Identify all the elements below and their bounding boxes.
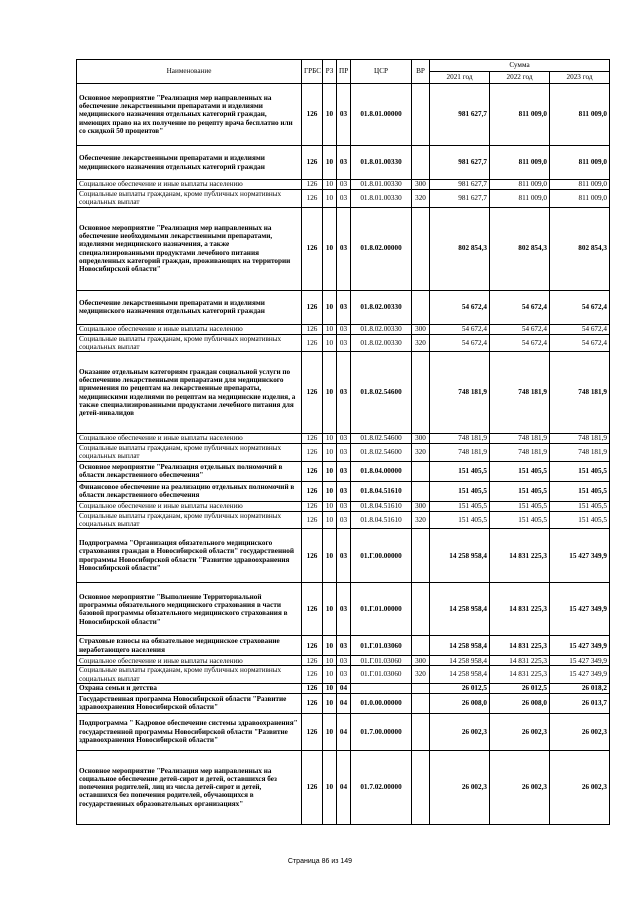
row-csr-cell: 01.8.02.00330 <box>351 324 412 334</box>
table-row <box>77 84 610 146</box>
row-amount-2021: 802 854,3 <box>430 207 490 290</box>
row-name-cell: Обеспечение лекарственными препаратами и изделиями медицинского назначения отдельных категорий граждан <box>77 290 302 324</box>
table-row <box>77 352 610 434</box>
row-rz-cell: 10 <box>323 481 337 501</box>
row-amount-2023: 26 002,3 <box>550 750 610 824</box>
row-amount-2023: 15 427 349,9 <box>550 636 610 656</box>
row-grbs-cell: 126 <box>302 146 323 180</box>
row-amount-2021: 151 405,5 <box>430 461 490 481</box>
row-grbs-cell: 126 <box>302 666 323 684</box>
row-name-cell: Основное мероприятие "Выполнение Территориальной программы обязательного медицинского страхования в части базовой программы обязательного медицинского страхования в Новосибирской области" <box>77 583 302 636</box>
row-amount-2023: 26 002,3 <box>550 713 610 750</box>
row-pr-cell: 04 <box>337 713 351 750</box>
row-csr-cell: 01.8.04.00000 <box>351 461 412 481</box>
row-rz-cell: 10 <box>323 461 337 481</box>
row-amount-2021: 981 627,7 <box>430 146 490 180</box>
row-amount-2021: 151 405,5 <box>430 481 490 501</box>
row-rz-cell: 10 <box>323 352 337 434</box>
table-row <box>77 207 610 290</box>
table-body <box>77 84 610 825</box>
row-grbs-cell: 126 <box>302 461 323 481</box>
row-csr-cell: 01.Г.01.03060 <box>351 666 412 684</box>
row-name-cell: Финансовое обеспечение на реализацию отдельных полномочий в области лекарственного обеспечения <box>77 481 302 501</box>
row-pr-cell: 03 <box>337 352 351 434</box>
table-row <box>77 481 610 501</box>
row-csr-cell: 01.7.00.00000 <box>351 713 412 750</box>
row-vr-cell <box>412 529 430 583</box>
table-row <box>77 334 610 352</box>
row-csr-cell: 01.Г.01.03060 <box>351 656 412 666</box>
row-pr-cell: 03 <box>337 529 351 583</box>
row-amount-2023: 15 427 349,9 <box>550 529 610 583</box>
row-csr-cell: 01.8.02.54600 <box>351 444 412 462</box>
row-amount-2022: 151 405,5 <box>490 511 550 529</box>
table-row <box>77 713 610 750</box>
row-amount-2023: 15 427 349,9 <box>550 666 610 684</box>
row-amount-2022: 811 009,0 <box>490 190 550 208</box>
row-amount-2022: 26 012,5 <box>490 683 550 693</box>
row-grbs-cell: 126 <box>302 683 323 693</box>
row-vr-cell <box>412 290 430 324</box>
page-footer: Страница 86 из 149 <box>287 858 353 865</box>
header-vr: ВР <box>412 60 430 84</box>
row-amount-2022: 54 672,4 <box>490 334 550 352</box>
row-vr-cell: 320 <box>412 444 430 462</box>
row-rz-cell: 10 <box>323 501 337 511</box>
row-name-cell: Оказание отдельным категориям граждан социальной услуги по обеспечению лекарственными препаратами для медицинского применения по рецептам на лекарственные препараты, медицинскими изделиями по рецептам на медицинские изделия, а также специализированными продуктами лечебного питания для детей-инвалидов <box>77 352 302 434</box>
row-csr-cell: 01.8.02.00330 <box>351 290 412 324</box>
row-amount-2021: 748 181,9 <box>430 352 490 434</box>
budget-table <box>76 59 610 825</box>
row-pr-cell: 03 <box>337 511 351 529</box>
row-csr-cell: 01.Г.01.00000 <box>351 583 412 636</box>
header-rz: РЗ <box>323 60 337 84</box>
table-row <box>77 511 610 529</box>
row-grbs-cell: 126 <box>302 713 323 750</box>
row-amount-2023: 15 427 349,9 <box>550 583 610 636</box>
row-amount-2021: 981 627,7 <box>430 190 490 208</box>
row-amount-2022: 151 405,5 <box>490 461 550 481</box>
row-amount-2023: 748 181,9 <box>550 434 610 444</box>
row-vr-cell <box>412 461 430 481</box>
row-amount-2022: 54 672,4 <box>490 324 550 334</box>
row-amount-2021: 54 672,4 <box>430 334 490 352</box>
row-csr-cell: 01.8.04.51610 <box>351 511 412 529</box>
row-pr-cell: 03 <box>337 666 351 684</box>
row-vr-cell: 300 <box>412 434 430 444</box>
row-amount-2021: 54 672,4 <box>430 290 490 324</box>
row-csr-cell: 01.Г.00.00000 <box>351 529 412 583</box>
row-pr-cell: 03 <box>337 180 351 190</box>
row-vr-cell <box>412 636 430 656</box>
row-vr-cell <box>412 84 430 146</box>
row-csr-cell: 01.0.00.00000 <box>351 693 412 713</box>
row-amount-2021: 151 405,5 <box>430 501 490 511</box>
row-pr-cell: 03 <box>337 146 351 180</box>
row-vr-cell: 320 <box>412 334 430 352</box>
row-rz-cell: 10 <box>323 693 337 713</box>
row-vr-cell: 300 <box>412 180 430 190</box>
row-csr-cell: 01.8.01.00330 <box>351 146 412 180</box>
table-row <box>77 501 610 511</box>
row-amount-2022: 26 002,3 <box>490 750 550 824</box>
row-rz-cell: 10 <box>323 444 337 462</box>
row-amount-2021: 26 008,0 <box>430 693 490 713</box>
row-name-cell: Социальные выплаты гражданам, кроме публичных нормативных социальных выплат <box>77 190 302 208</box>
row-rz-cell: 10 <box>323 84 337 146</box>
row-name-cell: Основное мероприятие "Реализация отдельных полномочий в области лекарственного обеспечения" <box>77 461 302 481</box>
row-pr-cell: 03 <box>337 636 351 656</box>
row-grbs-cell: 126 <box>302 693 323 713</box>
row-amount-2022: 811 009,0 <box>490 146 550 180</box>
row-amount-2023: 54 672,4 <box>550 334 610 352</box>
table-row <box>77 666 610 684</box>
table-row <box>77 434 610 444</box>
row-rz-cell: 10 <box>323 750 337 824</box>
table-row <box>77 636 610 656</box>
row-pr-cell: 03 <box>337 334 351 352</box>
table-row <box>77 656 610 666</box>
row-amount-2023: 54 672,4 <box>550 290 610 324</box>
row-amount-2021: 26 002,3 <box>430 750 490 824</box>
table-row <box>77 146 610 180</box>
row-rz-cell: 10 <box>323 434 337 444</box>
row-grbs-cell: 126 <box>302 352 323 434</box>
row-amount-2022: 54 672,4 <box>490 290 550 324</box>
row-rz-cell: 10 <box>323 324 337 334</box>
row-grbs-cell: 126 <box>302 190 323 208</box>
row-name-cell: Обеспечение лекарственными препаратами и изделиями медицинского назначения отдельных категорий граждан <box>77 146 302 180</box>
row-amount-2023: 811 009,0 <box>550 84 610 146</box>
row-csr-cell: 01.8.01.00330 <box>351 190 412 208</box>
row-amount-2023: 26 013,7 <box>550 693 610 713</box>
row-amount-2022: 14 831 225,3 <box>490 666 550 684</box>
row-pr-cell: 03 <box>337 501 351 511</box>
header-pr: ПР <box>337 60 351 84</box>
row-vr-cell: 300 <box>412 501 430 511</box>
row-amount-2022: 748 181,9 <box>490 434 550 444</box>
table-row <box>77 190 610 208</box>
table-row <box>77 324 610 334</box>
row-amount-2021: 14 258 958,4 <box>430 583 490 636</box>
table-row <box>77 529 610 583</box>
row-rz-cell: 10 <box>323 713 337 750</box>
row-amount-2023: 811 009,0 <box>550 190 610 208</box>
table-row <box>77 290 610 324</box>
row-grbs-cell: 126 <box>302 334 323 352</box>
row-amount-2021: 981 627,7 <box>430 180 490 190</box>
row-name-cell: Социальное обеспечение и иные выплаты населению <box>77 180 302 190</box>
row-grbs-cell: 126 <box>302 434 323 444</box>
header-year-2022: 2022 год <box>490 72 550 84</box>
row-grbs-cell: 126 <box>302 501 323 511</box>
table-row <box>77 693 610 713</box>
row-rz-cell: 10 <box>323 146 337 180</box>
header-sum: Сумма <box>430 60 610 72</box>
row-vr-cell: 320 <box>412 511 430 529</box>
row-amount-2023: 15 427 349,9 <box>550 656 610 666</box>
header-grbs: ГРБС <box>302 60 323 84</box>
row-amount-2021: 14 258 958,4 <box>430 666 490 684</box>
row-pr-cell: 03 <box>337 290 351 324</box>
row-amount-2022: 26 008,0 <box>490 693 550 713</box>
row-pr-cell: 03 <box>337 434 351 444</box>
row-vr-cell <box>412 146 430 180</box>
table-header <box>77 60 610 84</box>
row-amount-2022: 802 854,3 <box>490 207 550 290</box>
row-vr-cell <box>412 481 430 501</box>
row-amount-2023: 748 181,9 <box>550 352 610 434</box>
row-amount-2022: 151 405,5 <box>490 501 550 511</box>
row-amount-2022: 14 831 225,3 <box>490 636 550 656</box>
row-name-cell: Социальные выплаты гражданам, кроме публичных нормативных социальных выплат <box>77 666 302 684</box>
row-grbs-cell: 126 <box>302 84 323 146</box>
row-amount-2022: 14 831 225,3 <box>490 583 550 636</box>
row-rz-cell: 10 <box>323 583 337 636</box>
row-rz-cell: 10 <box>323 529 337 583</box>
row-csr-cell: 01.8.02.54600 <box>351 352 412 434</box>
row-grbs-cell: 126 <box>302 529 323 583</box>
row-pr-cell: 03 <box>337 444 351 462</box>
row-rz-cell: 10 <box>323 666 337 684</box>
row-vr-cell <box>412 713 430 750</box>
row-amount-2023: 151 405,5 <box>550 501 610 511</box>
row-amount-2023: 811 009,0 <box>550 146 610 180</box>
row-csr-cell: 01.8.04.51610 <box>351 501 412 511</box>
row-amount-2021: 14 258 958,4 <box>430 656 490 666</box>
row-amount-2022: 748 181,9 <box>490 352 550 434</box>
row-amount-2022: 26 002,3 <box>490 713 550 750</box>
row-amount-2023: 26 018,2 <box>550 683 610 693</box>
row-name-cell: Социальное обеспечение и иные выплаты населению <box>77 324 302 334</box>
row-name-cell: Социальные выплаты гражданам, кроме публичных нормативных социальных выплат <box>77 334 302 352</box>
row-vr-cell <box>412 207 430 290</box>
row-csr-cell: 01.8.01.00000 <box>351 84 412 146</box>
row-pr-cell: 04 <box>337 750 351 824</box>
row-csr-cell: 01.8.02.00330 <box>351 334 412 352</box>
row-rz-cell: 10 <box>323 511 337 529</box>
row-name-cell: Государственная программа Новосибирской области "Развитие здравоохранения Новосибирской области" <box>77 693 302 713</box>
header-year-2021: 2021 год <box>430 72 490 84</box>
row-vr-cell: 320 <box>412 666 430 684</box>
row-amount-2023: 151 405,5 <box>550 461 610 481</box>
row-name-cell: Страховые взносы на обязательное медицинское страхование неработающего населения <box>77 636 302 656</box>
header-year-2023: 2023 год <box>550 72 610 84</box>
row-vr-cell <box>412 693 430 713</box>
table-row <box>77 750 610 824</box>
row-grbs-cell: 126 <box>302 636 323 656</box>
row-pr-cell: 03 <box>337 656 351 666</box>
row-name-cell: Основное мероприятие "Реализация мер направленных на обеспечение лекарственными препаратами и изделиями медицинского назначения отдельных категорий граждан, имеющих право на их получение по рецепту врача бесплатно или со скидкой 50 процентов" <box>77 84 302 146</box>
row-csr-cell: 01.8.01.00330 <box>351 180 412 190</box>
row-pr-cell: 03 <box>337 84 351 146</box>
row-grbs-cell: 126 <box>302 444 323 462</box>
row-amount-2023: 151 405,5 <box>550 511 610 529</box>
row-amount-2022: 14 831 225,3 <box>490 529 550 583</box>
row-rz-cell: 10 <box>323 656 337 666</box>
row-rz-cell: 10 <box>323 683 337 693</box>
row-amount-2022: 14 831 225,3 <box>490 656 550 666</box>
table-row <box>77 683 610 693</box>
row-amount-2021: 54 672,4 <box>430 324 490 334</box>
row-grbs-cell: 126 <box>302 207 323 290</box>
row-name-cell: Основное мероприятие "Реализация мер направленных на социальное обеспечение детей-сирот и детей, оставшихся без попечения родителей, лиц из числа детей-сирот и детей, оставшихся без попечения родителей, обучающихся в государственных образовательных организациях" <box>77 750 302 824</box>
row-pr-cell: 03 <box>337 324 351 334</box>
row-name-cell: Социальное обеспечение и иные выплаты населению <box>77 434 302 444</box>
row-vr-cell <box>412 683 430 693</box>
row-vr-cell <box>412 352 430 434</box>
row-pr-cell: 03 <box>337 190 351 208</box>
row-amount-2022: 151 405,5 <box>490 481 550 501</box>
row-rz-cell: 10 <box>323 334 337 352</box>
row-amount-2021: 14 258 958,4 <box>430 636 490 656</box>
row-grbs-cell: 126 <box>302 583 323 636</box>
row-amount-2022: 748 181,9 <box>490 444 550 462</box>
row-csr-cell: 01.8.04.51610 <box>351 481 412 501</box>
row-amount-2021: 14 258 958,4 <box>430 529 490 583</box>
row-pr-cell: 03 <box>337 207 351 290</box>
row-name-cell: Социальное обеспечение и иные выплаты населению <box>77 501 302 511</box>
row-pr-cell: 04 <box>337 683 351 693</box>
row-rz-cell: 10 <box>323 636 337 656</box>
table-row <box>77 180 610 190</box>
row-amount-2022: 811 009,0 <box>490 180 550 190</box>
row-rz-cell: 10 <box>323 190 337 208</box>
row-amount-2021: 151 405,5 <box>430 511 490 529</box>
row-amount-2021: 26 012,5 <box>430 683 490 693</box>
row-name-cell: Социальное обеспечение и иные выплаты населению <box>77 656 302 666</box>
table-row <box>77 461 610 481</box>
row-grbs-cell: 126 <box>302 180 323 190</box>
row-pr-cell: 03 <box>337 583 351 636</box>
row-rz-cell: 10 <box>323 207 337 290</box>
row-amount-2021: 748 181,9 <box>430 444 490 462</box>
row-amount-2023: 802 854,3 <box>550 207 610 290</box>
row-amount-2021: 748 181,9 <box>430 434 490 444</box>
row-pr-cell: 03 <box>337 461 351 481</box>
row-name-cell: Основное мероприятие "Реализация мер направленных на обеспечение необходимыми лекарственными препаратами, изделиями медицинского назначения, а также специализированными продуктами лечебного питания определенных категорий граждан, проживающих на территории Новосибирской области" <box>77 207 302 290</box>
row-csr-cell <box>351 683 412 693</box>
row-name-cell: Социальные выплаты гражданам, кроме публичных нормативных социальных выплат <box>77 511 302 529</box>
row-grbs-cell: 126 <box>302 511 323 529</box>
row-amount-2021: 981 627,7 <box>430 84 490 146</box>
table-row <box>77 444 610 462</box>
row-grbs-cell: 126 <box>302 656 323 666</box>
row-amount-2023: 748 181,9 <box>550 444 610 462</box>
row-grbs-cell: 126 <box>302 750 323 824</box>
row-grbs-cell: 126 <box>302 290 323 324</box>
row-rz-cell: 10 <box>323 180 337 190</box>
row-name-cell: Социальные выплаты гражданам, кроме публичных нормативных социальных выплат <box>77 444 302 462</box>
row-pr-cell: 04 <box>337 693 351 713</box>
row-vr-cell <box>412 583 430 636</box>
row-vr-cell <box>412 750 430 824</box>
table-row <box>77 583 610 636</box>
row-name-cell: Подпрограмма "Организация обязательного медицинского страхования граждан в Новосибирской области" государственной программы Новосибирской области "Развитие здравоохранения Новосибирской области" <box>77 529 302 583</box>
row-csr-cell: 01.7.02.00000 <box>351 750 412 824</box>
row-amount-2023: 54 672,4 <box>550 324 610 334</box>
row-amount-2023: 811 009,0 <box>550 180 610 190</box>
row-csr-cell: 01.Г.01.03060 <box>351 636 412 656</box>
row-amount-2021: 26 002,3 <box>430 713 490 750</box>
header-csr: ЦСР <box>351 60 412 84</box>
row-amount-2023: 151 405,5 <box>550 481 610 501</box>
row-vr-cell: 300 <box>412 656 430 666</box>
row-grbs-cell: 126 <box>302 481 323 501</box>
row-rz-cell: 10 <box>323 290 337 324</box>
row-csr-cell: 01.8.02.00000 <box>351 207 412 290</box>
row-amount-2022: 811 009,0 <box>490 84 550 146</box>
row-vr-cell: 300 <box>412 324 430 334</box>
row-grbs-cell: 126 <box>302 324 323 334</box>
row-pr-cell: 03 <box>337 481 351 501</box>
header-name: Наименование <box>77 60 302 84</box>
row-name-cell: Охрана семьи и детства <box>77 683 302 693</box>
row-vr-cell: 320 <box>412 190 430 208</box>
row-name-cell: Подпрограмма " Кадровое обеспечение системы здравоохранения" государственной программы Новосибирской области "Развитие здравоохранения Новосибирской области" <box>77 713 302 750</box>
row-csr-cell: 01.8.02.54600 <box>351 434 412 444</box>
